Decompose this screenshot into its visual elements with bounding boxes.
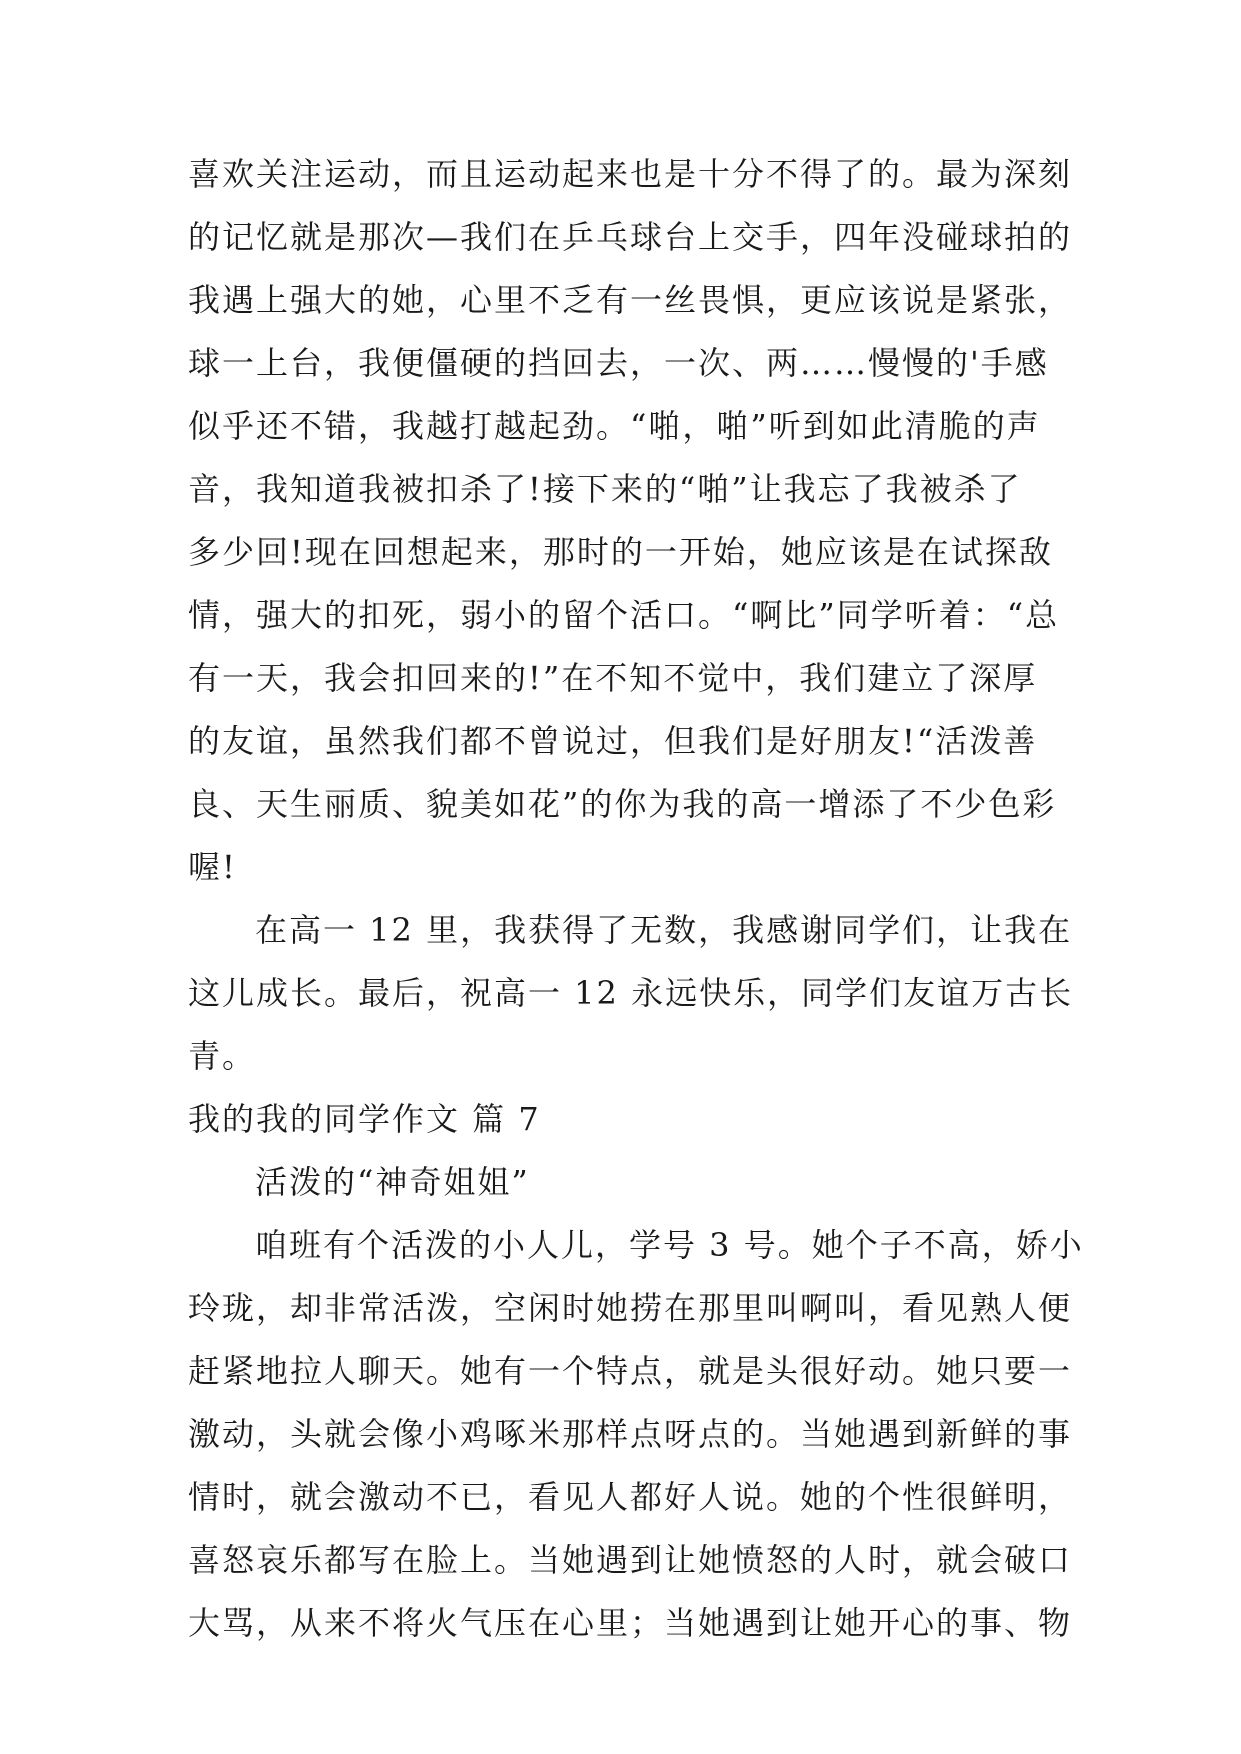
text-line: 的记忆就是那次—我们在乒乓球台上交手，四年没碰球拍的 xyxy=(188,218,1073,256)
document-page xyxy=(188,154,1084,1666)
section-heading: 我的我的同学作文 篇 7 xyxy=(188,1100,541,1138)
essay-title: 活泼的“神奇姐姐” xyxy=(255,1163,530,1201)
text-line: 赶紧地拉人聊天。她有一个特点，就是头很好动。她只要一 xyxy=(188,1352,1073,1390)
text-line: 多少回!现在回想起来，那时的一开始，她应该是在试探敌 xyxy=(188,533,1053,571)
text-line: 喔! xyxy=(188,848,237,886)
text-line: 大骂，从来不将火气压在心里；当她遇到让她开心的事、物 xyxy=(188,1604,1073,1642)
text-line: 我遇上强大的她，心里不乏有一丝畏惧，更应该说是紧张， xyxy=(188,281,1073,319)
paragraph-start-line: 咱班有个活泼的小人儿，学号 3 号。她个子不高，娇小 xyxy=(255,1226,1084,1264)
text-line: 这儿成长。最后，祝高一 12 永远快乐，同学们友谊万古长 xyxy=(188,974,1074,1012)
text-line: 玲珑，却非常活泼，空闲时她捞在那里叫啊叫，看见熟人便 xyxy=(188,1289,1073,1327)
text-line: 的友谊，虽然我们都不曾说过，但我们是好朋友!“活泼善 xyxy=(188,722,1038,760)
paragraph-start-line: 在高一 12 里，我获得了无数，我感谢同学们，让我在 xyxy=(255,911,1073,949)
text-line: 激动，头就会像小鸡啄米那样点呀点的。当她遇到新鲜的事 xyxy=(188,1415,1073,1453)
text-line: 情，强大的扣死，弱小的留个活口。“啊比”同学听着：“总 xyxy=(188,596,1060,634)
text-line: 球一上台，我便僵硬的挡回去，一次、两……慢慢的'手感 xyxy=(188,344,1049,382)
text-line: 青。 xyxy=(188,1037,257,1075)
text-line: 情时，就会激动不已，看见人都好人说。她的个性很鲜明， xyxy=(188,1478,1073,1516)
text-line: 似乎还不错，我越打越起劲。“啪，啪”听到如此清脆的声 xyxy=(188,407,1041,445)
text-line: 喜欢关注运动，而且运动起来也是十分不得了的。最为深刻 xyxy=(188,155,1073,193)
text-line: 音，我知道我被扣杀了!接下来的“啪”让我忘了我被杀了 xyxy=(188,470,1022,508)
text-line: 有一天，我会扣回来的!”在不知不觉中，我们建立了深厚 xyxy=(188,659,1038,697)
text-line: 喜怒哀乐都写在脸上。当她遇到让她愤怒的人时，就会破口 xyxy=(188,1541,1073,1579)
text-line: 良、天生丽质、貌美如花”的你为我的高一增添了不少色彩 xyxy=(188,785,1057,823)
